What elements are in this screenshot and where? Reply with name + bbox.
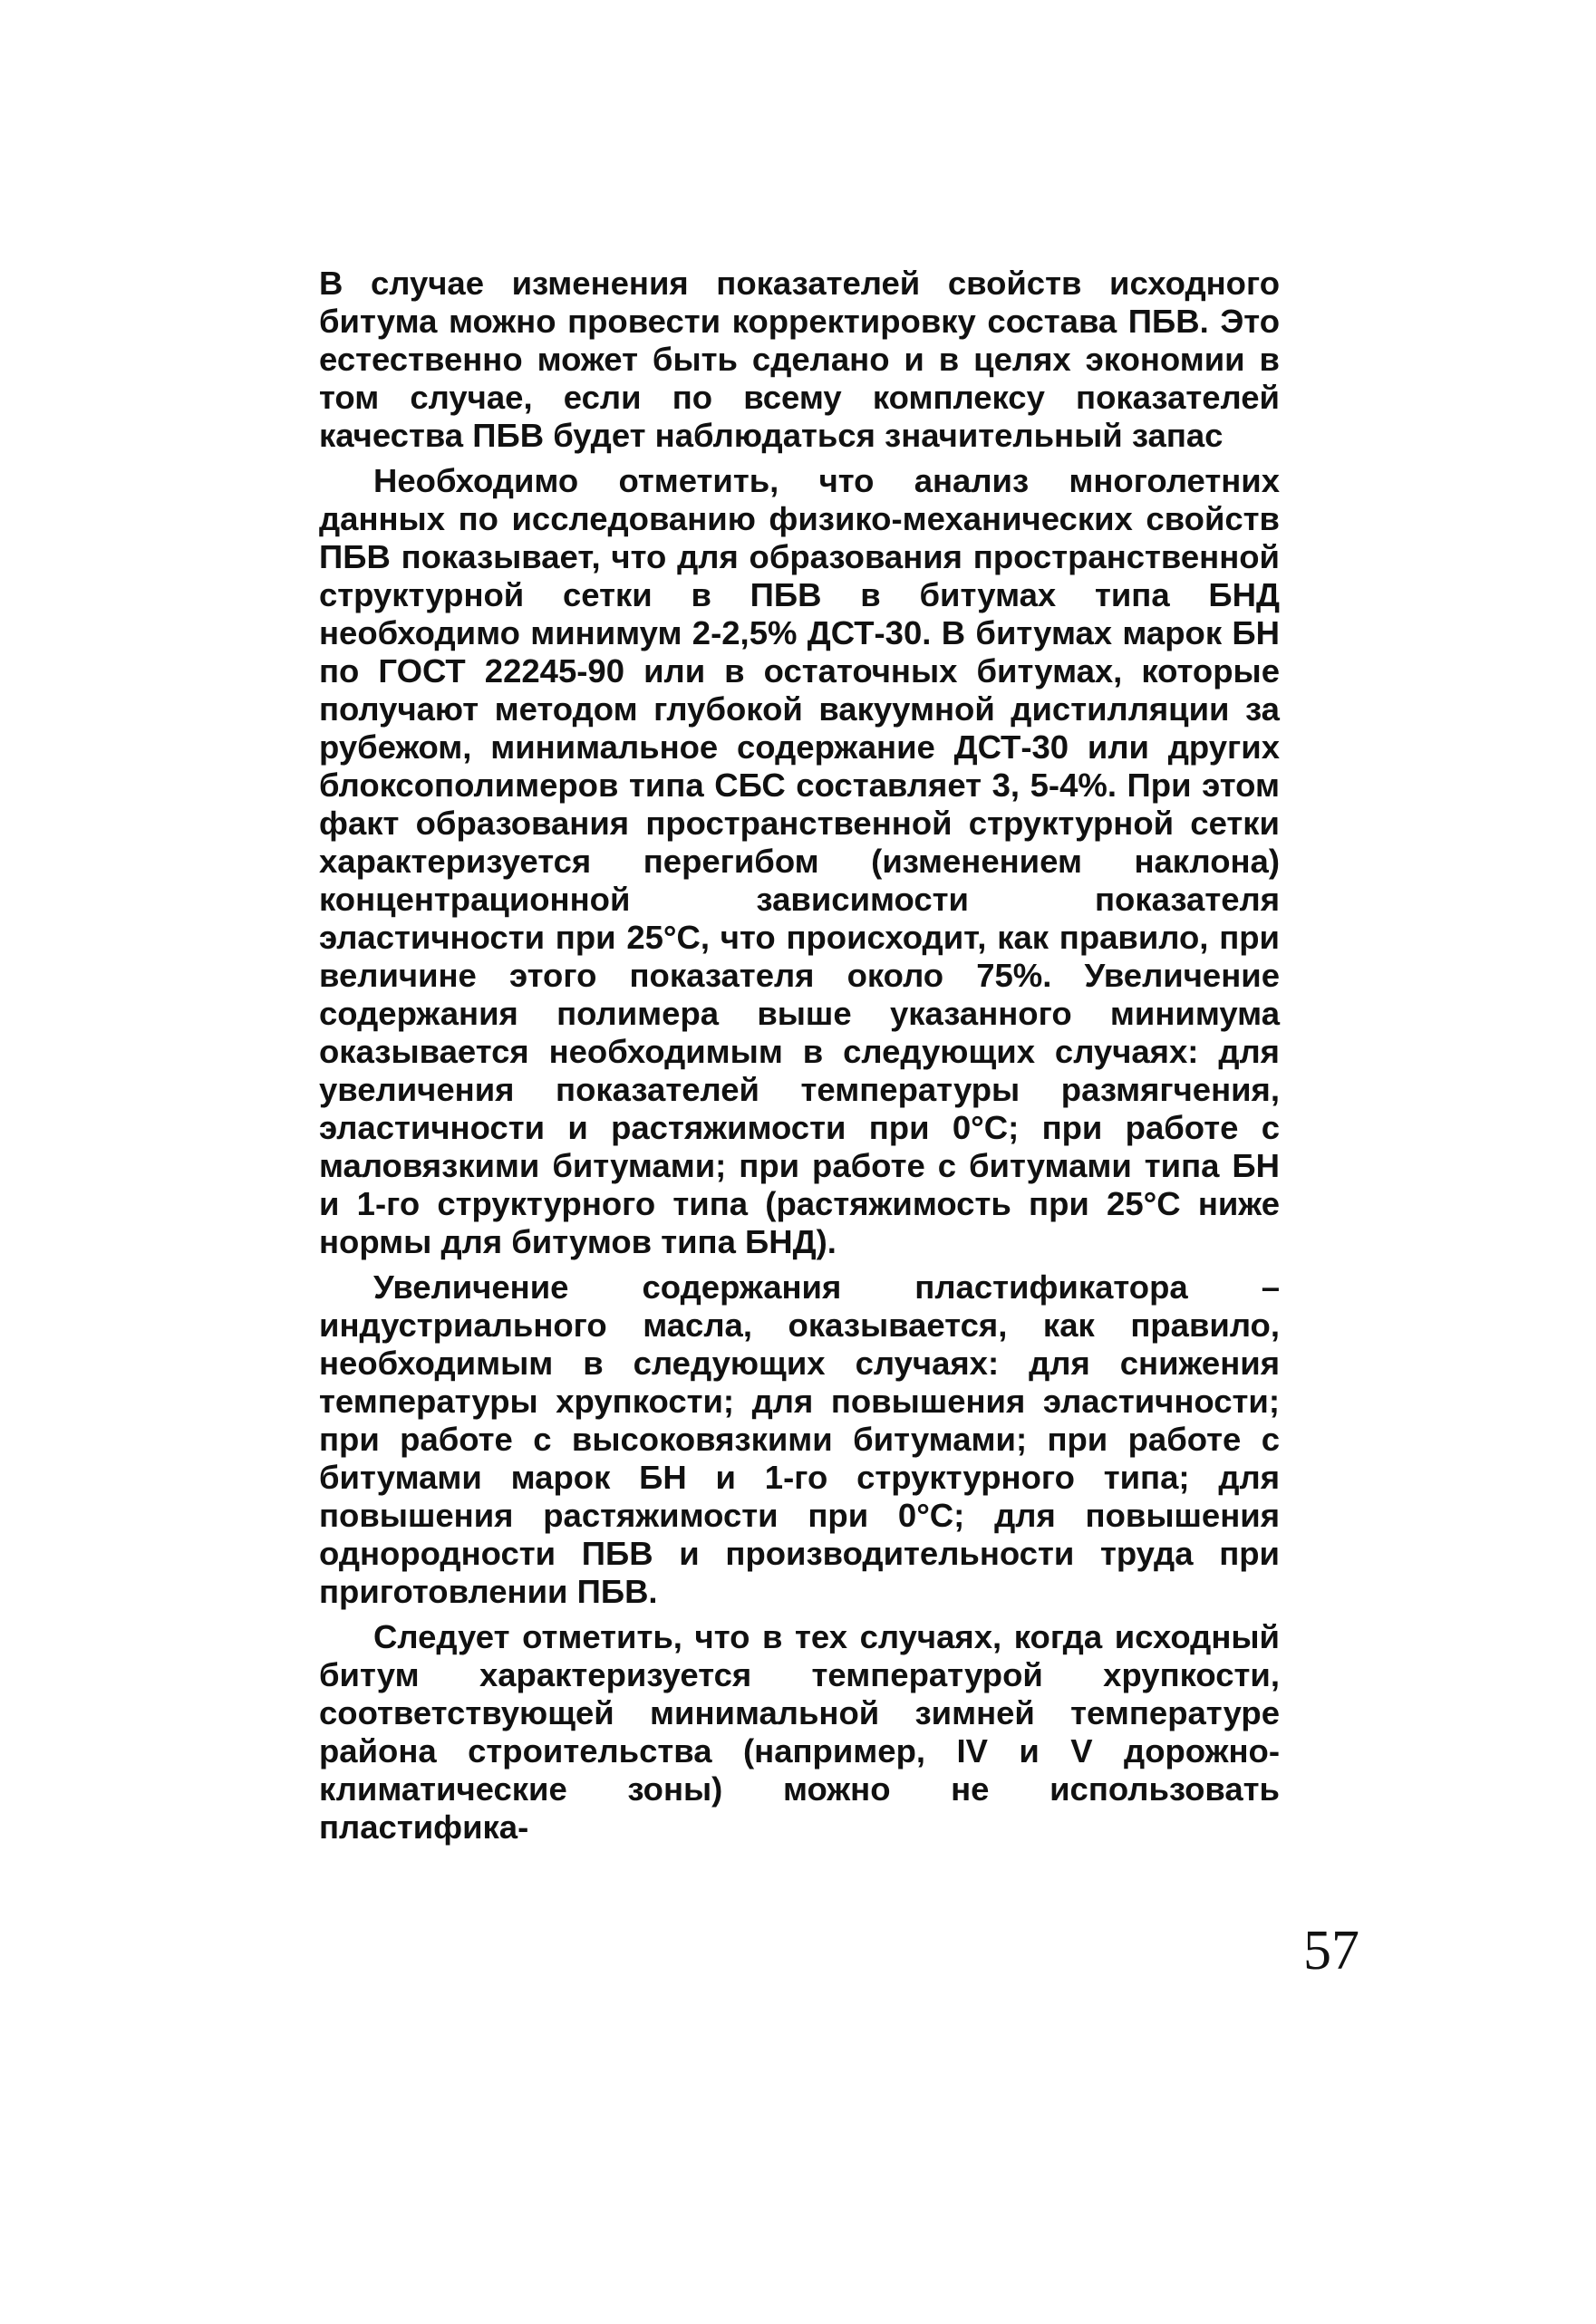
body-text	[319, 265, 1280, 1854]
paragraph-2: Необходимо отметить, что анализ многолетних данных по исследованию физико-механических свойств ПБВ показывает, что для образования пространственной структурной сетки в ПБВ в битумах типа БНД необходимо минимум 2-2,5% ДСТ-30. В битумах марок БН по ГОСТ 22245-90 или в остаточных битумах, которые получают методом глубокой вакуумной дистилляции за рубежом, минимальное содержание ДСТ-30 или других блоксополимеров типа СБС составляет 3, 5-4%. При этом факт образования пространственной структурной сетки характеризуется перегибом (изменением наклона) концентрационной зависимости показателя эластичности при 25°С, что происходит, как правило, при величине этого показателя около 75%. Увеличение содержания полимера выше указанного минимума оказывается необходимым в следующих случаях: для увеличения показателей температуры размягчения, эластичности и растяжимости при 0°С; при работе с маловязкими битумами; при работе с битумами типа БН и 1-го структурного типа (растяжимость при 25°С ниже нормы для битумов типа БНД).	[319, 462, 1280, 1260]
paragraph-1: В случае изменения показателей свойств исходного битума можно провести корректировку состава ПБВ. Это естественно может быть сделано и в целях экономии в том случае, если по всему комплексу показателей качества ПБВ будет наблюдаться значительный запас	[319, 265, 1280, 454]
paragraph-3: Увеличение содержания пластификатора – индустриального масла, оказывается, как правило, необходимым в следующих случаях: для снижения температуры хрупкости; для повышения эластичности; при работе с высоковязкими битумами; при работе с битумами марок БН и 1-го структурного типа; для повышения растяжимости при 0°С; для повышения однородности ПБВ и производительности труда при приготовлении ПБВ.	[319, 1268, 1280, 1610]
paragraph-4: Следует отметить, что в тех случаях, когда исходный битум характеризуется температурой хрупкости, соответствующей минимальной зимней температуре района строительства (например, IV и V дорожно-климатические зоны) можно не использовать пластифика-	[319, 1618, 1280, 1846]
page-number: 57	[1303, 1920, 1359, 1982]
